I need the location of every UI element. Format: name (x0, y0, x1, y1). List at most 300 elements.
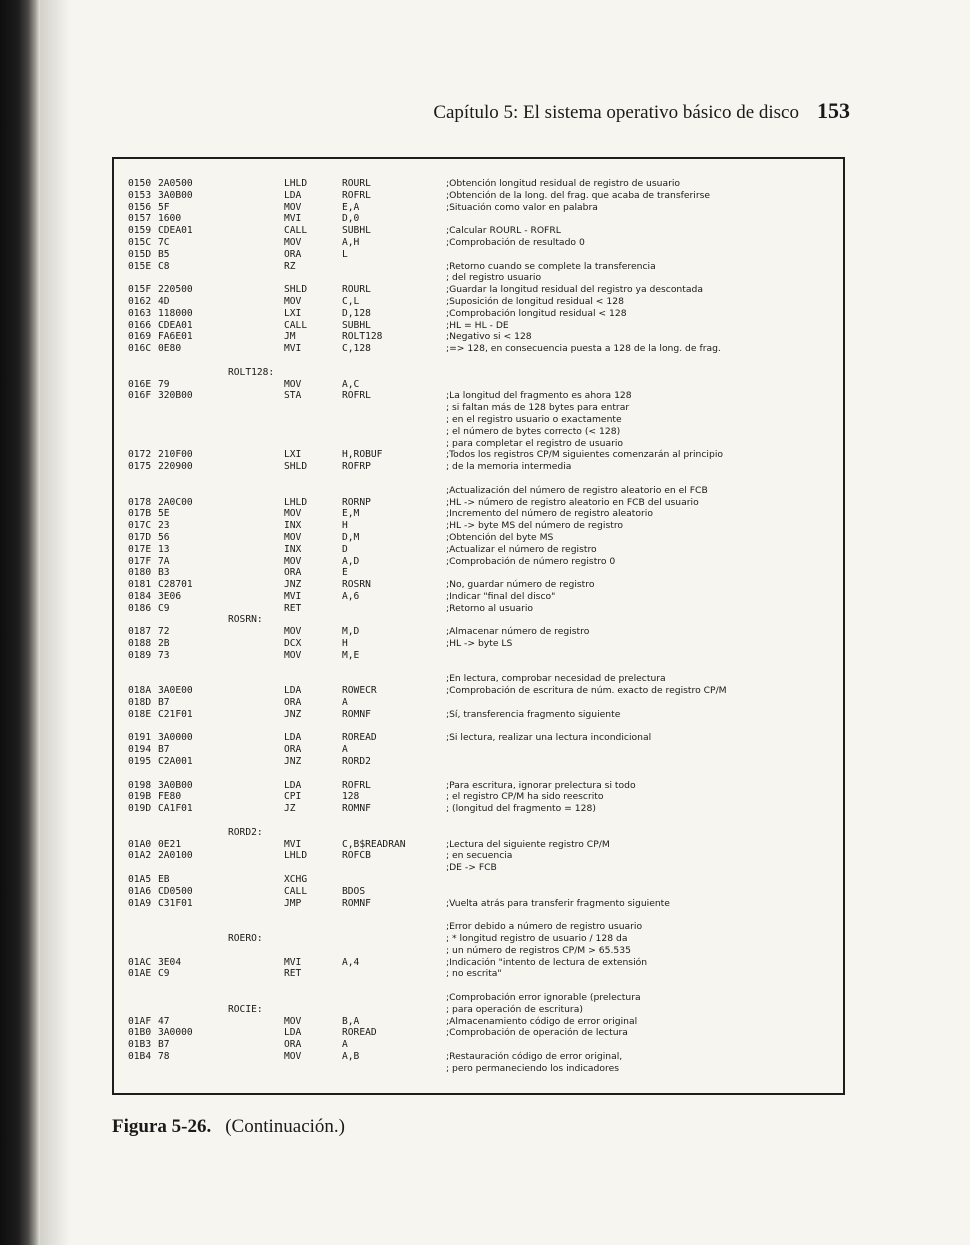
chapter-title: Capítulo 5: El sistema operativo básico de disco (433, 102, 799, 123)
opcode: CPI (284, 791, 302, 803)
comment: ;No, guardar número de registro (446, 579, 595, 591)
operand: ROMNF (342, 897, 371, 909)
object-code: 1600 (158, 213, 182, 225)
object-code: FA6E01 (158, 331, 193, 343)
object-code: 3E06 (158, 590, 182, 602)
figure-number: Figura 5-26. (112, 1116, 212, 1137)
operand: SUBHL (342, 319, 371, 331)
opcode: LDA (284, 779, 302, 791)
operand: ROURL (342, 284, 371, 296)
address: 01A9 (128, 897, 152, 909)
listing-line (128, 638, 838, 650)
comment: ;Calcular ROURL - ROFRL (446, 225, 561, 237)
comment: ;Incremento del número de registro aleatorio (446, 508, 653, 520)
opcode: RET (284, 968, 302, 980)
address: 0187 (128, 626, 152, 638)
listing-line (128, 909, 838, 921)
listing-line (128, 685, 838, 697)
operand: ROURL (342, 178, 371, 189)
listing-line (128, 827, 838, 839)
comment: ; un número de registros CP/M > 65.535 (446, 944, 631, 956)
operand: ROLT128 (342, 331, 383, 343)
object-code: FE80 (158, 791, 182, 803)
object-code: B7 (158, 697, 170, 709)
address: 01AC (128, 956, 152, 968)
opcode: MOV (284, 555, 302, 567)
comment: ;Almacenamiento código de error original (446, 1015, 638, 1027)
comment: ;Almacenar número de registro (446, 626, 590, 638)
label: ROSRN: (228, 614, 263, 626)
object-code: B7 (158, 744, 170, 756)
listing-line (128, 449, 838, 461)
opcode: MVI (284, 956, 302, 968)
operand: M,E (342, 649, 360, 661)
operand: 128 (342, 791, 360, 803)
comment: ;Comprobación error ignorable (prelectura (446, 991, 641, 1003)
comment: ;Obtención del byte MS (446, 531, 554, 543)
page-header (380, 98, 850, 124)
address: 01AF (128, 1015, 152, 1027)
opcode: JNZ (284, 708, 302, 720)
operand: H (342, 520, 348, 532)
comment: ;HL = HL - DE (446, 319, 509, 331)
address: 0156 (128, 201, 152, 213)
label: ROLT128: (228, 366, 275, 378)
comment: ;Negativo si < 128 (446, 331, 532, 343)
figure-caption (112, 1116, 345, 1138)
assembly-listing (128, 178, 838, 1075)
listing-line (128, 591, 838, 603)
address: 018D (128, 697, 152, 709)
listing-line (128, 921, 838, 933)
opcode: LHLD (284, 178, 308, 189)
listing-line (128, 485, 838, 497)
comment: ; para operación de escritura) (446, 1003, 583, 1015)
operand: A,4 (342, 956, 360, 968)
address: 0189 (128, 649, 152, 661)
object-code: 4D (158, 295, 170, 307)
listing-line (128, 898, 838, 910)
listing-line (128, 945, 838, 957)
object-code: 2A0100 (158, 850, 193, 862)
operand: A,H (342, 236, 360, 248)
address: 01AE (128, 968, 152, 980)
object-code: 2A0C00 (158, 496, 193, 508)
listing-line (128, 614, 838, 626)
comment: ;DE -> FCB (446, 862, 497, 874)
address: 015E (128, 260, 152, 272)
opcode: MOV (284, 236, 302, 248)
label: ROCIE: (228, 1003, 263, 1015)
address: 016C (128, 343, 152, 355)
comment: ;Suposición de longitud residual < 128 (446, 295, 624, 307)
object-code: 13 (158, 543, 170, 555)
address: 017F (128, 555, 152, 567)
address: 0181 (128, 579, 152, 591)
listing-line (128, 556, 838, 568)
operand: A,B (342, 1050, 360, 1062)
comment: ;HL -> byte MS del número de registro (446, 520, 624, 532)
listing-line (128, 957, 838, 969)
listing-line (128, 508, 838, 520)
listing-line (128, 426, 838, 438)
listing-line (128, 850, 838, 862)
label: ROERO: (228, 933, 263, 944)
address: 0184 (128, 590, 152, 602)
address: 01B0 (128, 1027, 152, 1039)
address: 018E (128, 708, 152, 720)
address: 0191 (128, 732, 152, 744)
listing-line (128, 709, 838, 721)
operand: M,D (342, 626, 360, 638)
object-code: 2A0500 (158, 178, 193, 189)
operand: ROFCB (342, 850, 371, 862)
object-code: B5 (158, 248, 170, 260)
address: 0188 (128, 638, 152, 650)
object-code: 7A (158, 555, 170, 567)
object-code: 72 (158, 626, 170, 638)
opcode: CALL (284, 319, 308, 331)
listing-line (128, 992, 838, 1004)
comment: ;Guardar la longitud residual del registro ya descontada (446, 284, 703, 296)
listing-line (128, 1051, 838, 1063)
comment: ; en el registro usuario o exactamente (446, 413, 622, 425)
object-code: 2B (158, 638, 170, 650)
object-code: CA1F01 (158, 803, 193, 815)
address: 019B (128, 791, 152, 803)
comment: ;Retorno al usuario (446, 602, 534, 614)
listing-line (128, 438, 838, 450)
operand: A (342, 744, 348, 756)
comment: ;Obtención longitud residual de registro de usuario (446, 178, 681, 189)
address: 017E (128, 543, 152, 555)
caption-text: (Continuación.) (225, 1116, 345, 1137)
opcode: MOV (284, 649, 302, 661)
address: 017C (128, 520, 152, 532)
object-code: 220900 (158, 461, 193, 473)
comment: ;HL -> byte LS (446, 638, 513, 650)
page-gutter-shadow (40, 0, 70, 1245)
opcode: ORA (284, 1039, 302, 1051)
opcode: LHLD (284, 850, 308, 862)
listing-line (128, 756, 838, 768)
address: 0150 (128, 178, 152, 189)
comment: ;Actualizar el número de registro (446, 543, 597, 555)
listing-line (128, 791, 838, 803)
opcode: MVI (284, 213, 302, 225)
object-code: 56 (158, 531, 170, 543)
opcode: RET (284, 602, 302, 614)
operand: ROWECR (342, 685, 377, 697)
comment: ;Comprobación de número registro 0 (446, 555, 616, 567)
opcode: JNZ (284, 579, 302, 591)
listing-line (128, 402, 838, 414)
object-code: 5F (158, 201, 170, 213)
comment: ;Restauración código de error original, (446, 1050, 623, 1062)
address: 015D (128, 248, 152, 260)
comment: ; para completar el registro de usuario (446, 437, 624, 449)
object-code: 73 (158, 649, 170, 661)
operand: E,A (342, 201, 360, 213)
listing-line (128, 390, 838, 402)
operand: RORD2 (342, 756, 371, 768)
address: 0198 (128, 779, 152, 791)
opcode: JM (284, 331, 296, 343)
opcode: LDA (284, 685, 302, 697)
object-code: 3A0000 (158, 1027, 193, 1039)
listing-line (128, 886, 838, 898)
operand: ROFRL (342, 779, 371, 791)
listing-line (128, 603, 838, 615)
comment: ;Actualización del número de registro aleatorio en el FCB (446, 484, 708, 496)
operand: E,M (342, 508, 360, 520)
comment: ; no escrita" (446, 968, 502, 980)
opcode: MVI (284, 343, 302, 355)
address: 01A0 (128, 838, 152, 850)
object-code: B7 (158, 1039, 170, 1051)
address: 0162 (128, 295, 152, 307)
address: 01B4 (128, 1050, 152, 1062)
object-code: 79 (158, 378, 170, 390)
comment: ; (longitud del fragmento = 128) (446, 803, 596, 815)
object-code: C9 (158, 968, 170, 980)
listing-line (128, 520, 838, 532)
listing-line (128, 803, 838, 815)
comment: ;Para escritura, ignorar prelectura si todo (446, 779, 636, 791)
address: 0175 (128, 461, 152, 473)
object-code: 3E04 (158, 956, 182, 968)
listing-line (128, 1004, 838, 1016)
page-number: 153 (817, 98, 850, 123)
comment: ; el número de bytes correcto (< 128) (446, 425, 621, 437)
listing-line (128, 190, 838, 202)
listing-line (128, 732, 838, 744)
comment: ;Lectura del siguiente registro CP/M (446, 838, 610, 850)
listing-line (128, 874, 838, 886)
listing-line (128, 308, 838, 320)
listing-line (128, 567, 838, 579)
opcode: SHLD (284, 461, 308, 473)
listing-line (128, 673, 838, 685)
listing-line (128, 461, 838, 473)
listing-line (128, 202, 838, 214)
opcode: MVI (284, 838, 302, 850)
address: 017B (128, 508, 152, 520)
opcode: MOV (284, 295, 302, 307)
listing-line (128, 1016, 838, 1028)
listing-line (128, 626, 838, 638)
listing-line (128, 213, 838, 225)
address: 0186 (128, 602, 152, 614)
listing-line (128, 579, 838, 591)
listing-line (128, 862, 838, 874)
opcode: ORA (284, 744, 302, 756)
listing-line (128, 1063, 838, 1075)
comment: ;Comprobación de resultado 0 (446, 236, 585, 248)
listing-line (128, 968, 838, 980)
comment: ; si faltan más de 128 bytes para entrar (446, 402, 630, 414)
opcode: LHLD (284, 496, 308, 508)
comment: ; del registro usuario (446, 272, 542, 284)
opcode: XCHG (284, 874, 308, 886)
comment: ;Error debido a número de registro usuario (446, 921, 643, 933)
opcode: LDA (284, 189, 302, 201)
listing-line (128, 980, 838, 992)
object-code: C21F01 (158, 708, 193, 720)
operand: B,A (342, 1015, 360, 1027)
comment: ;Indicar "final del disco" (446, 590, 556, 602)
listing-line (128, 473, 838, 485)
operand: ROMNF (342, 803, 371, 815)
object-code: 210F00 (158, 449, 193, 461)
opcode: CALL (284, 225, 308, 237)
operand: C,B$READRAN (342, 838, 406, 850)
comment: ;=> 128, en consecuencia puesta a 128 de la long. de frag. (446, 343, 721, 355)
listing-line (128, 331, 838, 343)
comment: ;Indicación "intento de lectura de extensión (446, 956, 648, 968)
address: 0153 (128, 189, 152, 201)
operand: A,C (342, 378, 360, 390)
object-code: 7C (158, 236, 170, 248)
object-code: CDEA01 (158, 225, 193, 237)
object-code: 0E21 (158, 838, 182, 850)
opcode: MOV (284, 1015, 302, 1027)
comment: ; pero permaneciendo los indicadores (446, 1062, 620, 1074)
address: 01A2 (128, 850, 152, 862)
object-code: 220500 (158, 284, 193, 296)
comment: ;Comprobación de operación de lectura (446, 1027, 628, 1039)
opcode: JNZ (284, 756, 302, 768)
listing-line (128, 532, 838, 544)
object-code: CDEA01 (158, 319, 193, 331)
address: 015C (128, 236, 152, 248)
listing-line (128, 1027, 838, 1039)
operand: ROSRN (342, 579, 371, 591)
object-code: C31F01 (158, 897, 193, 909)
comment: ; de la memoria intermedia (446, 461, 572, 473)
object-code: 5E (158, 508, 170, 520)
comment: ;Sí, transferencia fragmento siguiente (446, 708, 621, 720)
opcode: LXI (284, 307, 302, 319)
operand: BDOS (342, 885, 366, 897)
comment: ; en secuencia (446, 850, 513, 862)
opcode: ORA (284, 248, 302, 260)
operand: H (342, 638, 348, 650)
object-code: C2A001 (158, 756, 193, 768)
object-code: 3A0000 (158, 732, 193, 744)
listing-line (128, 178, 838, 190)
listing-line (128, 343, 838, 355)
listing-line (128, 1039, 838, 1051)
listing-line (128, 225, 838, 237)
listing-line (128, 379, 838, 391)
comment: ;Comprobación longitud residual < 128 (446, 307, 627, 319)
operand: D,M (342, 531, 360, 543)
comment: ; * longitud registro de usuario / 128 da (446, 933, 628, 944)
operand: ROFRP (342, 461, 371, 473)
label: RORD2: (228, 826, 263, 838)
opcode: MOV (284, 508, 302, 520)
object-code: 78 (158, 1050, 170, 1062)
opcode: MOV (284, 378, 302, 390)
comment: ;Retorno cuando se complete la transferencia (446, 260, 656, 272)
operand: RORNP (342, 496, 371, 508)
operand: ROFRL (342, 390, 371, 402)
object-code: 0E80 (158, 343, 182, 355)
object-code: 3A0B00 (158, 779, 193, 791)
opcode: MVI (284, 590, 302, 602)
address: 0178 (128, 496, 152, 508)
comment: ;Comprobación de escritura de núm. exacto de registro CP/M (446, 685, 727, 697)
opcode: MOV (284, 626, 302, 638)
operand: ROREAD (342, 1027, 377, 1039)
comment: ;Todos los registros CP/M siguientes comenzarán al principio (446, 449, 723, 461)
object-code: 47 (158, 1015, 170, 1027)
opcode: MOV (284, 1050, 302, 1062)
operand: ROREAD (342, 732, 377, 744)
address: 01A5 (128, 874, 152, 886)
opcode: SHLD (284, 284, 308, 296)
operand: L (342, 248, 348, 260)
operand: ROFRL (342, 189, 371, 201)
listing-line (128, 355, 838, 367)
object-code: EB (158, 874, 170, 886)
opcode: JZ (284, 803, 296, 815)
address: 0195 (128, 756, 152, 768)
comment: ;En lectura, comprobar necesidad de prelectura (446, 673, 666, 685)
operand: ROMNF (342, 708, 371, 720)
comment: ;HL -> número de registro aleatorio en FCB del usuario (446, 496, 699, 508)
address: 0180 (128, 567, 152, 579)
opcode: RZ (284, 260, 296, 272)
listing-line (128, 662, 838, 674)
listing-line (128, 237, 838, 249)
operand: D,128 (342, 307, 371, 319)
comment: ;Situación como valor en palabra (446, 201, 598, 213)
address: 01A6 (128, 885, 152, 897)
address: 0169 (128, 331, 152, 343)
address: 0172 (128, 449, 152, 461)
address: 0166 (128, 319, 152, 331)
address: 0159 (128, 225, 152, 237)
object-code: C8 (158, 260, 170, 272)
listing-line (128, 284, 838, 296)
address: 019D (128, 803, 152, 815)
opcode: DCX (284, 638, 302, 650)
opcode: LDA (284, 1027, 302, 1039)
operand: C,128 (342, 343, 371, 355)
operand: C,L (342, 295, 360, 307)
listing-line (128, 768, 838, 780)
listing-line (128, 933, 838, 945)
opcode: LXI (284, 449, 302, 461)
operand: A (342, 697, 348, 709)
listing-line (128, 414, 838, 426)
operand: A,D (342, 555, 360, 567)
opcode: STA (284, 390, 302, 402)
listing-line (128, 296, 838, 308)
operand: H,ROBUF (342, 449, 383, 461)
listing-line (128, 249, 838, 261)
address: 0157 (128, 213, 152, 225)
opcode: ORA (284, 697, 302, 709)
address: 0163 (128, 307, 152, 319)
operand: D (342, 543, 348, 555)
object-code: 23 (158, 520, 170, 532)
operand: A (342, 1039, 348, 1051)
opcode: CALL (284, 885, 308, 897)
opcode: ORA (284, 567, 302, 579)
